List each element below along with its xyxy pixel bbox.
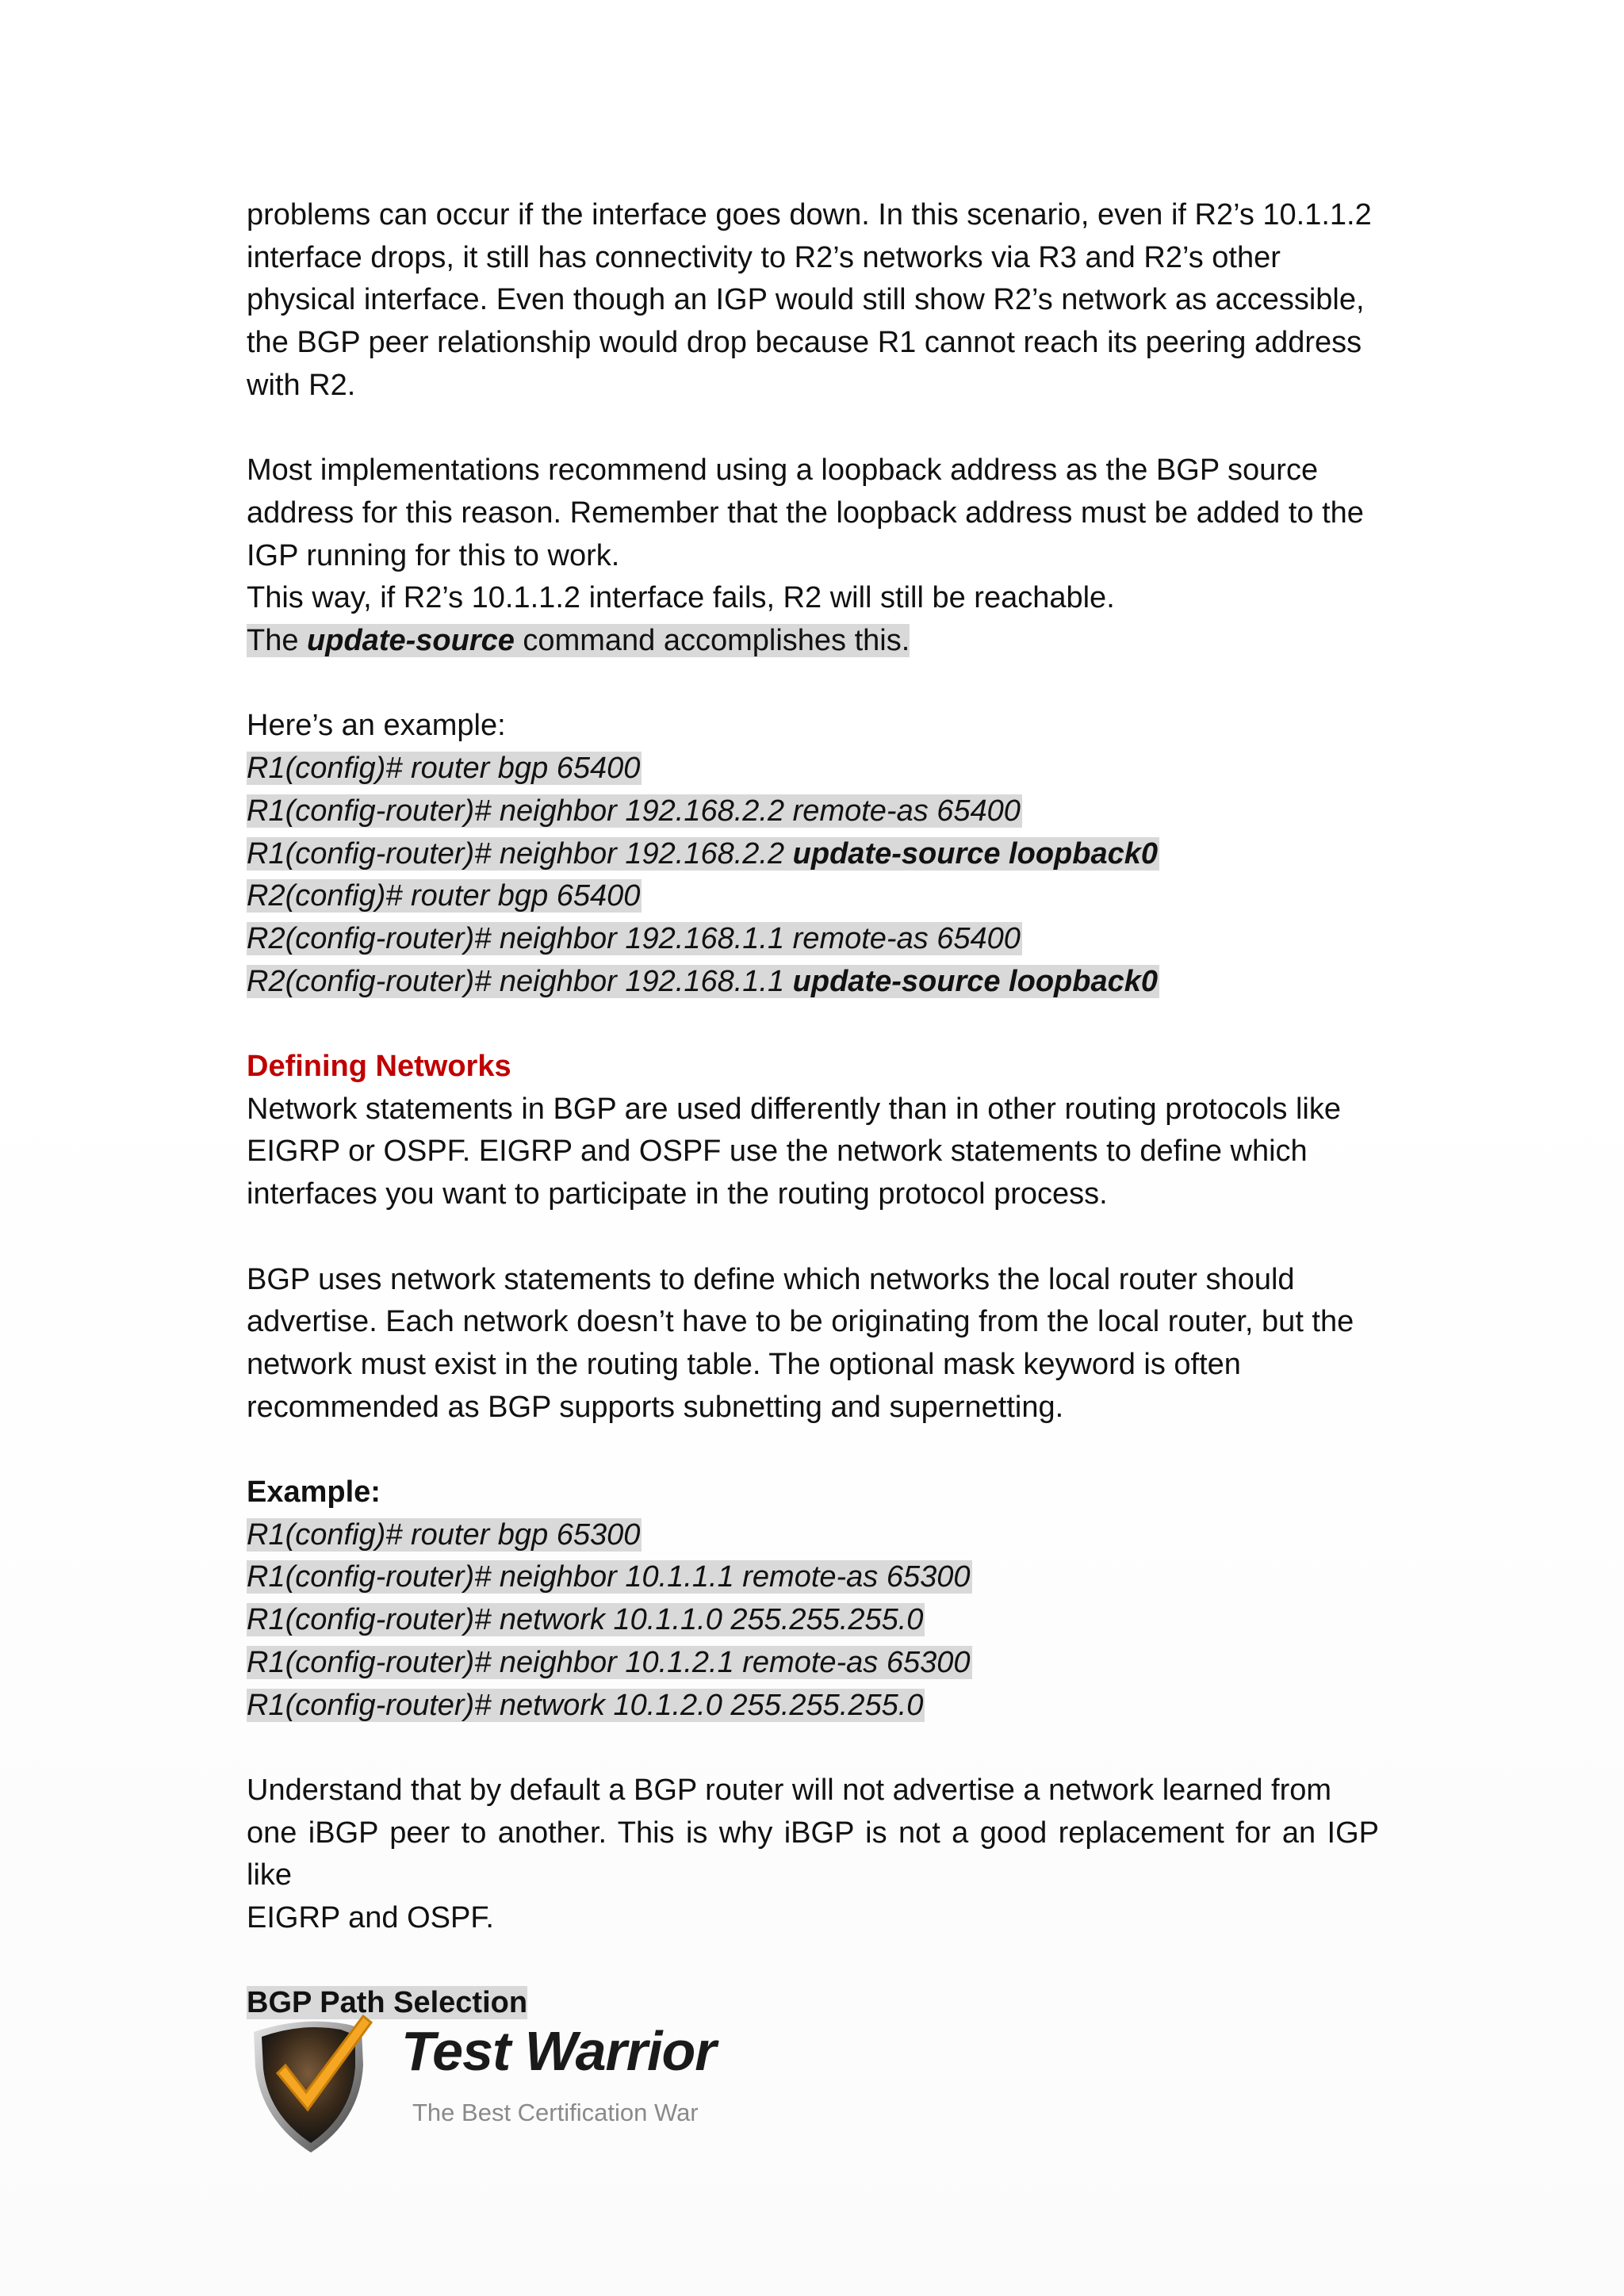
text-line: problems can occur if the interface goes down. In this scenario, even if R2’s 10.1.1.2 (247, 198, 1372, 232)
text-line: EIGRP or OSPF. EIGRP and OSPF use the network statements to define which (247, 1135, 1308, 1169)
text-line: Most implementations recommend using a loopback address as the BGP source (247, 453, 1319, 488)
ibgp-paragraph (247, 1770, 1379, 1940)
loopback-paragraph (247, 450, 1379, 663)
code-line: R1(config-router)# network 10.1.2.0 255.255.255.0 (247, 1688, 924, 1722)
example-label: Example: (247, 1475, 381, 1510)
code-line: R1(config-router)# neighbor 192.168.2.2 remote-as 65400 (247, 794, 1021, 828)
section-defining-networks (247, 1046, 1379, 1429)
example-intro: Here’s an example: (247, 709, 506, 743)
config-block (247, 748, 1379, 1003)
example-network-statements (247, 1471, 1379, 1727)
text-line: address for this reason. Remember that the loopback address must be added to the (247, 496, 1364, 530)
text-line: interface drops, it still has connectivity to R2’s networks via R3 and R2’s other (247, 240, 1281, 274)
text-line: one iBGP peer to another. This is why iBGP is not a good replacement for an IGP like (247, 1816, 1379, 1892)
code-line: R1(config-router)# neighbor 10.1.2.1 remote-as 65300 (247, 1645, 971, 1679)
text-line: Network statements in BGP are used differently than in other routing protocols like (247, 1092, 1341, 1126)
logo-subtitle: The Best Certification War (412, 2099, 699, 2126)
text-line: Understand that by default a BGP router will not advertise a network learned from (247, 1773, 1332, 1807)
document-body (247, 194, 1379, 2025)
code-line: R1(config)# router bgp 65300 (247, 1517, 641, 1552)
text-line: This way, if R2’s 10.1.1.2 interface fails, R2 will still be reachable. (247, 581, 1115, 615)
text-line: BGP uses network statements to define which networks the local router should (247, 1262, 1295, 1296)
text-line: recommended as BGP supports subnetting and supernetting. (247, 1390, 1064, 1424)
code-line: R1(config-router)# neighbor 10.1.1.1 remote-as 65300 (247, 1560, 971, 1594)
code-line: R1(config)# router bgp 65400 (247, 752, 641, 786)
text-line: EIGRP and OSPF. (247, 1901, 494, 1935)
intro-paragraph (247, 194, 1379, 408)
section-heading: Defining Networks (247, 1050, 511, 1084)
config-block (247, 1514, 1379, 1728)
code-line: R1(config-router)# network 10.1.1.0 255.255.255.0 (247, 1603, 924, 1637)
text-line: the BGP peer relationship would drop because R1 cannot reach its peering address (247, 326, 1362, 360)
shield-checkmark-icon (244, 2010, 403, 2160)
text-line: advertise. Each network doesn’t have to be originating from the local router, but the (247, 1305, 1354, 1339)
logo-title: Test Warrior (401, 2020, 716, 2082)
update-source-keyword: update-source (307, 624, 515, 658)
text-line: network must exist in the routing table. The optional mask keyword is often (247, 1347, 1241, 1381)
text-line: with R2. (247, 368, 356, 402)
update-source-note: The update-source command accomplishes this. (247, 624, 910, 658)
text-line: interfaces you want to participate in the routing protocol process. (247, 1177, 1108, 1211)
code-line: R2(config-router)# neighbor 192.168.1.1 remote-as 65400 (247, 921, 1021, 955)
text-line: physical interface. Even though an IGP would still show R2’s network as accessible, (247, 283, 1365, 317)
code-line: R1(config-router)# neighbor 192.168.2.2 update-source loopback0 (247, 836, 1158, 871)
text-line: IGP running for this to work. (247, 538, 620, 572)
example-update-source (247, 705, 1379, 1003)
code-line: R2(config-router)# neighbor 192.168.1.1 update-source loopback0 (247, 964, 1158, 998)
code-line: R2(config)# router bgp 65400 (247, 879, 641, 913)
section-heading-path-selection: BGP Path Selection (247, 1986, 528, 2020)
test-warrior-logo (244, 2010, 736, 2160)
